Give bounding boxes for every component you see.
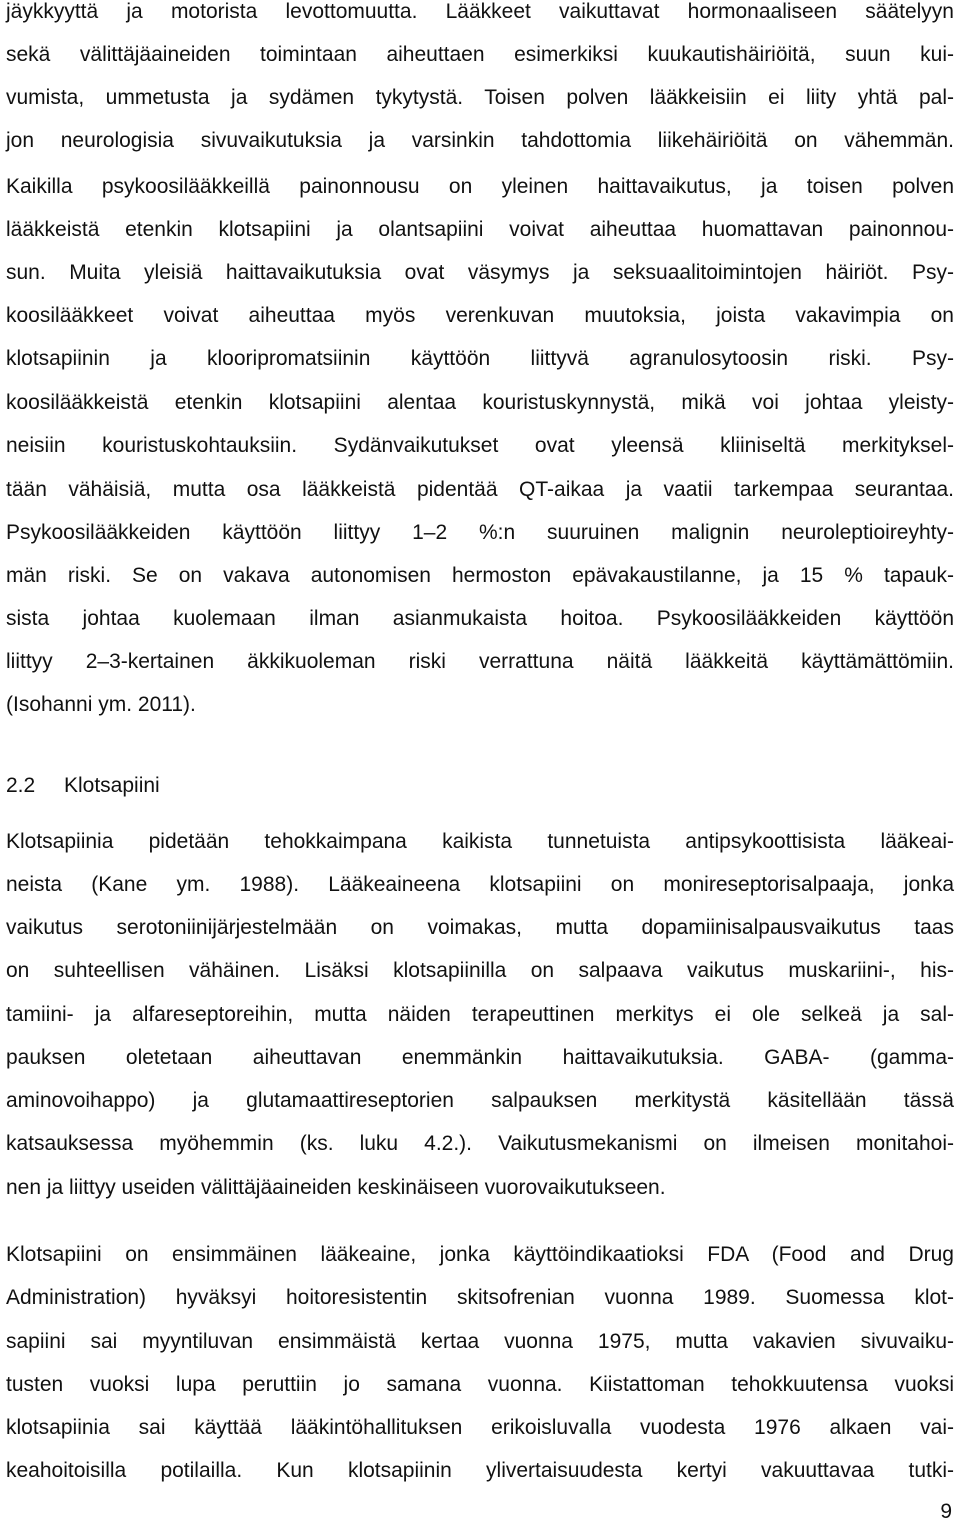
- section-number: 2.2: [6, 774, 36, 797]
- text-line: klotsapiinia sai käyttää lääkintöhallituksen erikoisluvalla vuodesta 1976 alkaen vai-: [6, 1416, 954, 1439]
- text-line: (Isohanni ym. 2011).: [6, 693, 196, 716]
- text-line: jäykkyyttä ja motorista levottomuutta. Lääkkeet vaikuttavat hormonaaliseen säätelyyn: [6, 0, 954, 23]
- text-line: on suhteellisen vähäinen. Lisäksi klotsapiinilla on salpaava vaikutus muskariini-, his-: [6, 959, 954, 982]
- section-title: Klotsapiini: [64, 774, 160, 797]
- text-line: Administration) hyväksyi hoitoresistentin skitsofrenian vuonna 1989. Suomessa klot-: [6, 1286, 954, 1309]
- text-line: neisiin kouristuskohtauksiin. Sydänvaikutukset ovat yleensä kliiniseltä merkityksel-: [6, 434, 954, 457]
- text-line: sekä välittäjäaineiden toimintaan aiheuttaen esimerkiksi kuukautishäiriöitä, suun kui-: [6, 43, 954, 66]
- text-line: sapiini sai myyntiluvan ensimmäistä kertaa vuonna 1975, mutta vakavien sivuvaiku-: [6, 1330, 954, 1353]
- text-line: män riski. Se on vakava autonomisen hermoston epävakaustilanne, ja 15 % tapauk-: [6, 564, 954, 587]
- text-line: Klotsapiinia pidetään tehokkaimpana kaikista tunnetuista antipsykoottisista lääkeai-: [6, 830, 954, 853]
- text-line: katsauksessa myöhemmin (ks. luku 4.2.). Vaikutusmekanismi on ilmeisen monitahoi-: [6, 1132, 954, 1155]
- text-line: jon neurologisia sivuvaikutuksia ja varsinkin tahdottomia liikehäiriöitä on vähemmän.: [6, 129, 954, 152]
- text-line: tusten vuoksi lupa peruttiin jo samana vuonna. Kiistattoman tehokkuutensa vuoksi: [6, 1373, 954, 1396]
- text-line: vumista, ummetusta ja sydämen tykytystä. Toisen polven lääkkeisiin ei liity yhtä pal-: [6, 86, 954, 109]
- text-line: nen ja liittyy useiden välittäjäaineiden keskinäiseen vuorovaikutukseen.: [6, 1176, 666, 1199]
- page-number: 9: [940, 1500, 952, 1523]
- text-line: sista johtaa kuolemaan ilman asianmukaista hoitoa. Psykoosilääkkeiden käyttöön: [6, 607, 954, 630]
- text-line: lääkkeistä etenkin klotsapiini ja olantsapiini voivat aiheuttaa huomattavan painonnou-: [6, 218, 954, 241]
- text-line: neista (Kane ym. 1988). Lääkeaineena klotsapiini on monireseptorisalpaaja, jonka: [6, 873, 954, 896]
- text-line: Kaikilla psykoosilääkkeillä painonnousu on yleinen haittavaikutus, ja toisen polven: [6, 175, 954, 198]
- text-line: vaikutus serotoniinijärjestelmään on voimakas, mutta dopamiinisalpausvaikutus taas: [6, 916, 954, 939]
- section-heading: [6, 771, 160, 801]
- text-line: Psykoosilääkkeiden käyttöön liittyy 1–2 %:n suuruinen malignin neuroleptioireyhty-: [6, 521, 954, 544]
- text-line: sun. Muita yleisiä haittavaikutuksia ovat väsymys ja seksuaalitoimintojen häiriöt. Psy-: [6, 261, 954, 284]
- text-line: aminovoihappo) ja glutamaattireseptorien salpauksen merkitystä käsitellään tässä: [6, 1089, 954, 1112]
- text-line: tään vähäisiä, mutta osa lääkkeistä pidentää QT-aikaa ja vaatii tarkempaa seurantaa.: [6, 478, 954, 501]
- text-line: tamiini- ja alfareseptoreihin, mutta näiden terapeuttinen merkitys ei ole selkeä ja sal-: [6, 1003, 954, 1026]
- text-line: koosilääkkeistä etenkin klotsapiini alentaa kouristuskynnystä, mikä voi johtaa yleisty-: [6, 391, 954, 414]
- text-line: keahoitoisilla potilailla. Kun klotsapiinin ylivertaisuudesta kertyi vakuuttavaa tutki-: [6, 1459, 954, 1482]
- text-line: liittyy 2–3-kertainen äkkikuoleman riski verrattuna näitä lääkkeitä käyttämättömiin.: [6, 650, 954, 673]
- text-line: klotsapiinin ja klooripromatsiinin käyttöön liittyvä agranulosytoosin riski. Psy-: [6, 347, 954, 370]
- text-line: Klotsapiini on ensimmäinen lääkeaine, jonka käyttöindikaatioksi FDA (Food and Drug: [6, 1243, 954, 1266]
- text-line: pauksen oletetaan aiheuttavan enemmänkin haittavaikutuksia. GABA- (gamma-: [6, 1046, 954, 1069]
- text-line: koosilääkkeet voivat aiheuttaa myös verenkuvan muutoksia, joista vakavimpia on: [6, 304, 954, 327]
